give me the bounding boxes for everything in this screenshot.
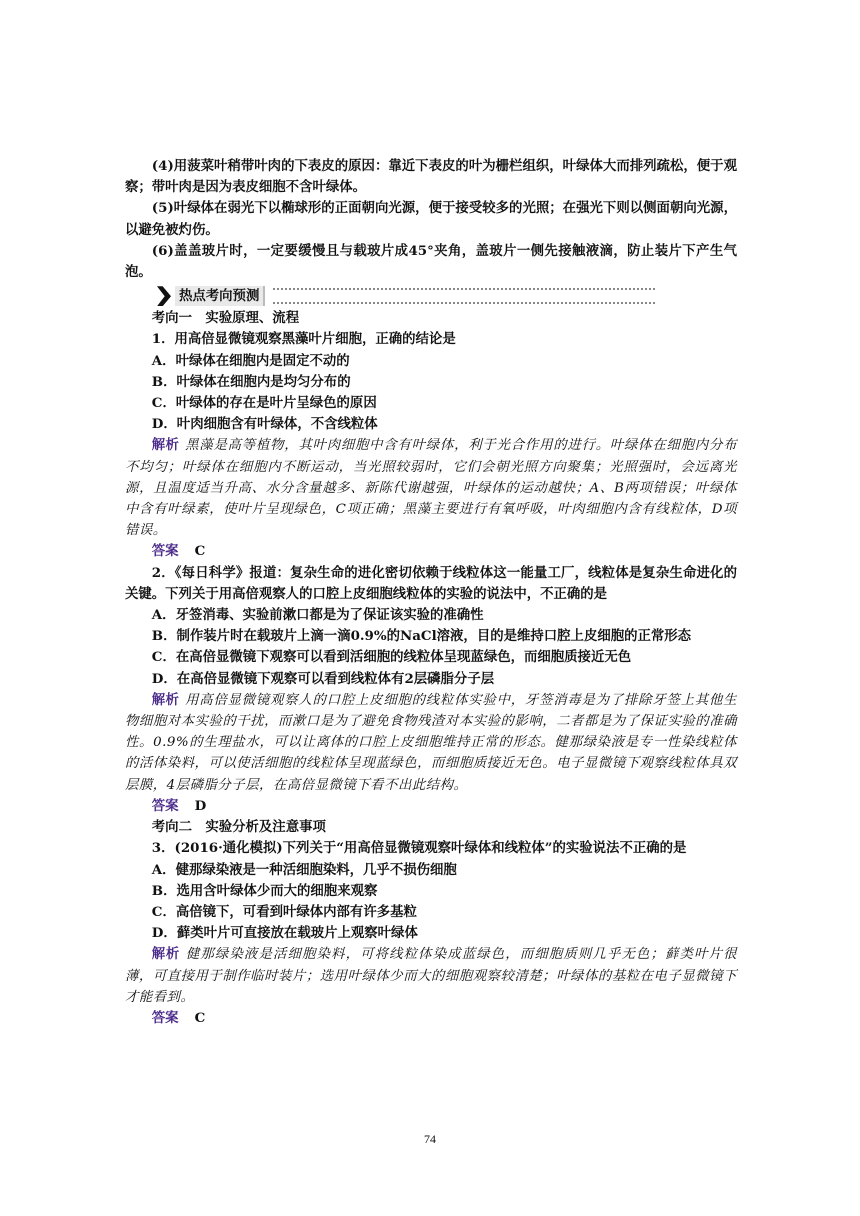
intro-point-5: (5)叶绿体在弱光下以椭球形的正面朝向光源，便于接受较多的光照；在强光下则以侧面朝向光源，以避免被灼伤。: [125, 200, 737, 238]
chevron-right-icon: [157, 286, 171, 306]
intro-point-6: (6)盖盖玻片时，一定要缓慢且与载玻片成45°夹角，盖玻片一侧先接触液滴，防止装片下产生气泡。: [125, 242, 737, 281]
section-heading-1: 考向一 实验原理、流程: [151, 310, 300, 327]
question-3-stem: 3．(2016·通化模拟)下列关于“用高倍显微镜观察叶绿体和线粒体”的实验说法不正确的是: [151, 840, 687, 857]
question-2-option-c: C．在高倍显微镜下观察可以看到活细胞的线粒体呈现蓝绿色，而细胞质接近无色: [151, 649, 632, 666]
question-1-analysis: [125, 435, 737, 541]
question-3-analysis: [125, 944, 737, 1008]
answer-value: C: [194, 1009, 206, 1026]
answer-value: D: [194, 797, 207, 814]
analysis-text: 黑藻是高等植物，其叶肉细胞中含有叶绿体，利于光合作用的进行。叶绿体在细胞内分布不均匀；叶绿体在细胞内不断运动，当光照较弱时，它们会朝光照方向聚集；光照强时，会远离光源，且温度适当升高、水分含量越多、新陈代谢越强，叶绿体的运动越快；A、B两项错误；叶绿体中含有叶绿素，使叶片呈现绿色，C项正确；黑藻主要进行有氧呼吸，叶肉细胞内含有线粒体，D项错误。: [125, 438, 738, 539]
analysis-text: 用高倍显微镜观察人的口腔上皮细胞的线粒体实验中，牙签消毒是为了排除牙签上其他生物细胞对本实验的干扰，而漱口是为了避免食物残渣对本实验的影响，二者都是为了保证实验的准确性。0.9%的生理盐水，可以让离体的口腔上皮细胞维持正常的形态。健那绿染液是专一性染线粒体的活体染料，可以使活细胞的线粒体呈现蓝绿色，而细胞质接近无色。电子显微镜下观察线粒体具双层膜，4层磷脂分子层，在高倍显微镜下看不出此结构。: [125, 692, 738, 793]
question-2-option-b: B．制作装片时在载玻片上滴一滴0.9%的NaCl溶液，目的是维持口腔上皮细胞的正常形态: [151, 628, 692, 645]
answer-label: 答案: [151, 1009, 179, 1026]
analysis-text: 健那绿染液是活细胞染料，可将线粒体染成蓝绿色，而细胞质则几乎无色；藓类叶片很薄，可直接用于制作临时装片；选用叶绿体少而大的细胞观察较清楚；叶绿体的基粒在电子显微镜下才能看到。: [125, 947, 738, 1005]
question-2-option-a: A．牙签消毒、实验前漱口都是为了保证该实验的准确性: [151, 607, 484, 624]
question-1-option-a: A．叶绿体在细胞内是固定不动的: [151, 352, 350, 369]
answer-label: 答案: [151, 797, 179, 814]
question-3-option-c: C．高倍镜下，可看到叶绿体内部有许多基粒: [151, 903, 417, 920]
analysis-label: 解析: [151, 437, 180, 454]
question-2-stem: 2．《每日科学》报道：复杂生命的进化密切依赖于线粒体这一能量工厂，线粒体是复杂生命进化的关键。下列关于用高倍观察人的口腔上皮细胞线粒体的实验的说法中，不正确的是: [125, 564, 737, 602]
question-2-option-d: D．在高倍显微镜下观察可以看到线粒体有2层磷脂分子层: [151, 670, 495, 687]
answer-value: C: [194, 543, 206, 560]
question-1-option-d: D．叶肉细胞含有叶绿体，不含线粒体: [151, 416, 378, 433]
question-3-option-d: D．藓类叶片可直接放在载玻片上观察叶绿体: [151, 925, 418, 942]
section-heading-2: 考向二 实验分析及注意事项: [151, 819, 326, 836]
question-3-option-b: B．选用含叶绿体少而大的细胞来观察: [151, 882, 378, 899]
analysis-label: 解析: [151, 946, 180, 963]
answer-label: 答案: [151, 543, 179, 560]
analysis-label: 解析: [151, 691, 180, 708]
question-1-option-c: C．叶绿体的存在是叶片呈绿色的原因: [151, 395, 377, 412]
question-3-answer: [125, 1008, 737, 1029]
page-number: 74: [424, 1132, 436, 1146]
hot-topic-banner: [157, 285, 737, 307]
question-3-option-a: A．健那绿染液是一种活细胞染料，几乎不损伤细胞: [151, 861, 457, 878]
question-1-stem: 1．用高倍显微镜观察黑藻叶片细胞，正确的结论是: [151, 331, 456, 348]
intro-point-4: (4)用菠菜叶稍带叶肉的下表皮的原因：靠近下表皮的叶为栅栏组织，叶绿体大而排列疏松，便于观察；带叶肉是因为表皮细胞不含叶绿体。: [125, 158, 737, 196]
question-2-analysis: [125, 690, 737, 796]
question-1-option-b: B．叶绿体在细胞内是均匀分布的: [151, 373, 351, 390]
page-content: [125, 156, 737, 1029]
dotted-divider: [273, 288, 655, 304]
question-2-answer: [125, 796, 737, 817]
hot-topic-title: 热点考向预测: [175, 286, 265, 306]
question-1-answer: [125, 541, 737, 562]
